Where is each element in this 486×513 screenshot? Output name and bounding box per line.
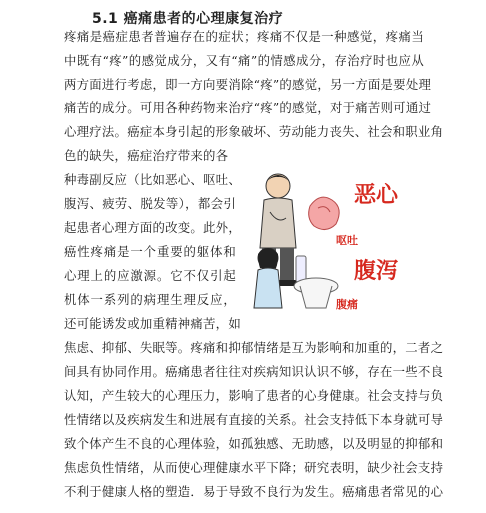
side-effects-illustration [236, 168, 422, 318]
paragraph-line: 癌性疼痛是一个重要的躯体和 [64, 244, 236, 259]
paragraph-line: 心理上的应激源。它不仅引起 [64, 268, 236, 283]
paragraph-line: 焦虑负性情绪，从而使心理健康水平下降；研究表明，缺少社会支持 [64, 460, 444, 475]
vomit-label: 呕吐 [336, 234, 358, 247]
paragraph-line: 起患者心理方面的改变。此外， [64, 220, 241, 235]
woman-figure [254, 248, 282, 308]
stomach-icon [309, 197, 340, 229]
paragraph-line: 还可能诱发或加重精神痛苦，如 [64, 316, 241, 331]
paragraph-line: 致个体产生不良的心理体验，如孤独感、无助感，以及明显的抑郁和 [64, 436, 444, 451]
paragraph-line: 焦虑、抑郁、失眠等。疼痛和抑郁情绪是互为影响和加重的，二者之 [64, 340, 444, 355]
nausea-label: 恶心 [354, 183, 399, 208]
paragraph-line: 痛苦的成分。可用各种药物来治疗“疼”的感觉，对于痛苦则可通过 [64, 100, 432, 115]
paragraph-line: 不利于健康人格的塑造．易于导致不良行为发生。癌痛患者常见的心 [64, 484, 444, 499]
paragraph-line: 两方面进行考虑，即一方向要消除“疼”的感觉，另一方面是要处理 [64, 77, 432, 92]
paragraph-line: 间具有协同作用。癌痛患者往往对疾病知识认识不够，存在一些不良 [64, 364, 444, 379]
paragraph-line: 腹泻、疲劳、脱发等），都会引 [64, 196, 236, 211]
paragraph-line: 认知，产生较大的心理压力，影响了患者的心身健康。社会支持与负 [64, 388, 444, 403]
paragraph-line: 种毒副反应（比如恶心、呕吐、 [64, 172, 241, 187]
paragraph-line: 中既有“疼”的感觉成分，又有“痛”的情感成分，存治疗时也应从 [64, 53, 424, 68]
abdominal-pain-label: 腹痛 [336, 298, 358, 311]
section-title: 5.1 癌痛患者的心理康复治疗 [92, 11, 284, 27]
toilet-icon [294, 256, 338, 308]
paragraph-line: 性情绪以及疾病发生和进展有直接的关系。社会支持低下本身就可导 [64, 412, 444, 427]
diarrhea-label: 腹泻 [354, 259, 399, 284]
paragraph-line: 心理疗法。癌症本身引起的形象破坏、劳动能力丧失、社会和职业角 [64, 124, 444, 139]
paragraph-line: 色的缺失，癌症治疗带来的各 [64, 148, 229, 163]
paragraph-line: 机体一系列的病理生理反应， [64, 292, 236, 307]
paragraph-line: 疼痛是癌症患者普遍存在的症状；疼痛不仅是一种感觉，疼痛当 [64, 29, 424, 44]
